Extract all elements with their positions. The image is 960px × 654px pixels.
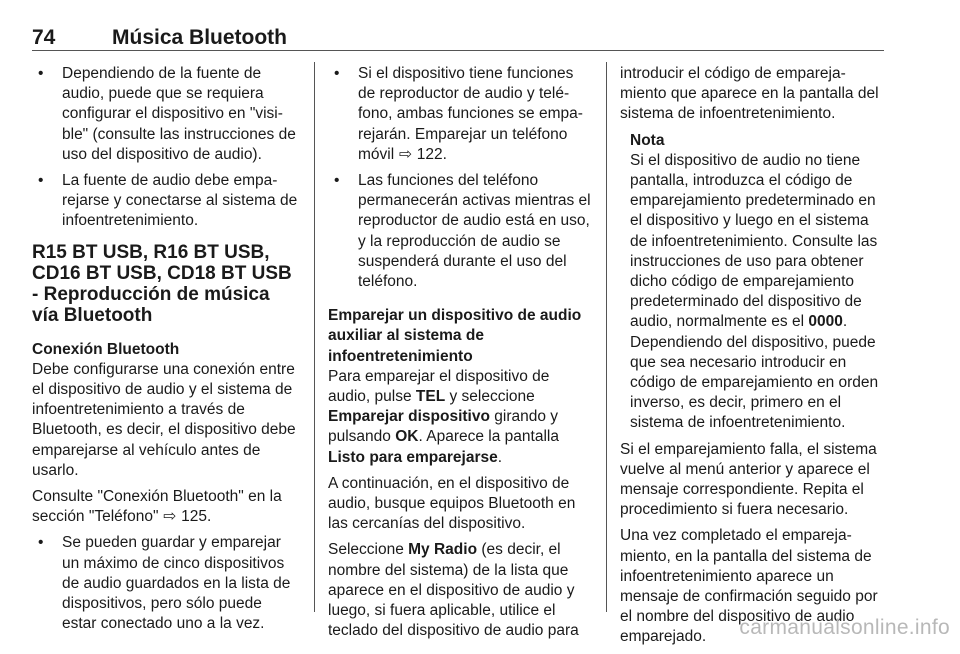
paragraph: introducir el código de empareja- miento que aparece en la pantalla del sistema de infoentretenimiento. xyxy=(620,65,879,123)
header-rule xyxy=(32,50,884,51)
column-3 xyxy=(620,64,886,654)
default-code: 0000 xyxy=(808,313,843,331)
bullet-icon: • xyxy=(334,65,340,82)
paragraph: Seleccione My Radio (es decir, el nombre del sistema) de la lista que aparece en el dispositivo de audio y luego, si fuera aplicable, utilice el teclado del dispositivo de audio para xyxy=(328,541,579,640)
pair-device-menu-label: Emparejar dispositivo xyxy=(328,408,490,426)
sub-heading-pair-device: Emparejar un dispositivo de audio auxiliar al sistema de infoentretenimiento xyxy=(328,307,582,365)
column-divider-1 xyxy=(314,62,315,612)
bullet-icon: • xyxy=(334,172,340,190)
page-reference-link[interactable]: 122. xyxy=(416,145,447,163)
cross-reference-arrow-icon: ⇨ xyxy=(398,145,412,163)
bullet-icon: • xyxy=(38,65,44,82)
sub-heading-bluetooth-connection: Conexión Bluetooth xyxy=(32,340,180,358)
tel-button-label: TEL xyxy=(415,388,446,406)
paragraph: Si el emparejamiento falla, el sistema vuelve al menú anterior y aparece el mensaje correspondiente. Repita el procedimiento si fuera necesario. xyxy=(620,440,877,519)
column-divider-2 xyxy=(606,62,607,612)
page-number: 74 xyxy=(32,26,56,49)
page-reference-link[interactable]: 125. xyxy=(181,508,212,526)
list-item: • Se pueden guardar y emparejar un máximo de cinco dispositivos de audio guardados en la lista de dispositivos, pero sólo puede estar conectado uno a la vez. xyxy=(38,534,291,633)
bullet-list xyxy=(32,64,300,232)
note-box xyxy=(620,131,886,434)
column-2 xyxy=(328,64,592,647)
bullet-icon: • xyxy=(38,534,44,552)
note-title: Nota xyxy=(630,131,665,149)
note-text: Si el dispositivo de audio no tiene pantalla, introduzca el código de emparejamiento predeterminado en el dispositivo y luego en el sistema de infoentretenimiento. Consulte las instrucciones de uso para obtener dicho código de emparejamiento predeterminado del dispositivo de audio, normalmente es el 0000. Dependiendo del dispositivo, puede que sea necesario introducir en código de emparejamiento en orden inverso, es decir, primero en el sistema de infoentretenimiento. xyxy=(630,151,879,432)
bullet-list xyxy=(32,533,300,634)
paragraph: Debe configurarse una conexión entre el dispositivo de audio y el sistema de infoentretenimiento a través de Bluetooth, es decir, el dispositivo debe emparejarse al vehículo antes de usarlo. xyxy=(32,360,296,479)
ready-to-pair-screen-label: Listo para emparejarse xyxy=(328,448,498,466)
paragraph: Una vez completado el empareja- miento, en la pantalla del sistema de infoentretenimiento aparece un mensaje de confirmación seguido por el nombre del dispositivo de audio emparejado. xyxy=(620,527,878,646)
watermark: carmanualsonline.info xyxy=(739,616,950,639)
list-item: • Dependiendo de la fuente de audio, puede que se requiera configurar el dispositivo en "visi- ble" (consulte las instrucciones de uso del dispositivo de audio). xyxy=(38,65,296,163)
list-item: • Si el dispositivo tiene funciones de reproductor de audio y telé- fono, ambas funciones se empa- rejarán. Emparejar un teléfono móvil ⇨ 122. xyxy=(328,64,592,165)
section-heading: R15 BT USB, R16 BT USB, CD16 BT USB, CD18 BT USB - Reproducción de música vía Bluetooth xyxy=(32,241,292,326)
bullet-list xyxy=(328,64,592,292)
bullet-icon: • xyxy=(38,172,44,190)
cross-reference-arrow-icon: ⇨ xyxy=(163,508,177,526)
my-radio-label: My Radio xyxy=(408,541,478,559)
list-item: • La fuente de audio debe empa- rejarse y conectarse al sistema de infoentretenimiento. xyxy=(38,172,298,230)
paragraph: Para emparejar el dispositivo de audio, pulse TEL y seleccione Emparejar dispositivo girando y pulsando OK. Aparece la pantalla Listo para emparejarse. xyxy=(328,367,559,466)
paragraph: A continuación, en el dispositivo de audio, busque equipos Bluetooth en las cercanías del dispositivo. xyxy=(328,474,576,533)
paragraph-cross-reference: Consulte "Conexión Bluetooth" en la sección "Teléfono" ⇨ 125. xyxy=(32,487,300,527)
ok-button-label: OK xyxy=(395,428,419,446)
list-item: • Las funciones del teléfono permanecerán activas mientras el reproductor de audio está en uso, y la reproducción de audio se suspenderá durante el uso del teléfono. xyxy=(334,172,591,291)
page-title: Música Bluetooth xyxy=(112,26,288,49)
column-1 xyxy=(32,64,300,640)
